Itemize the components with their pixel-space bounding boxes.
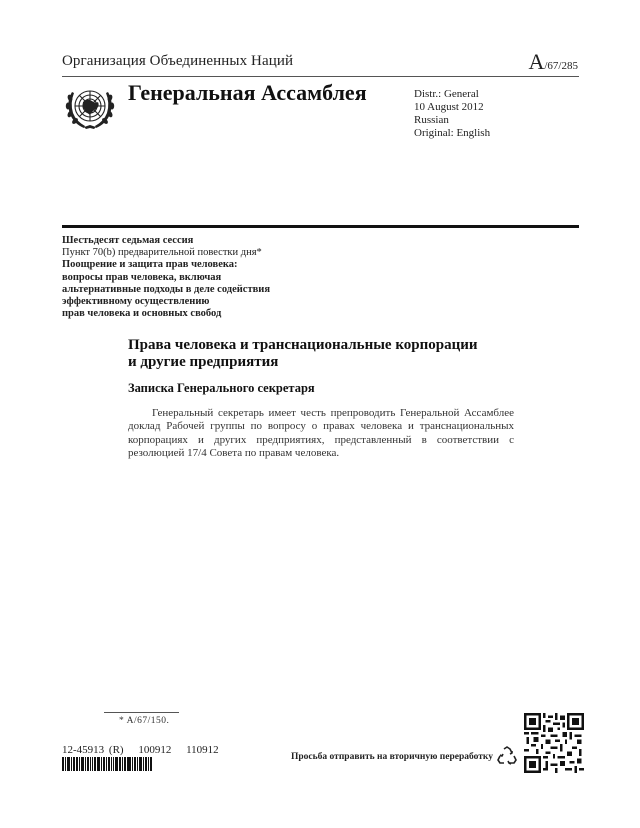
distr-label: Distr.: General [414,88,479,100]
job-number: 12-45913 (R) [62,744,124,756]
document-symbol [528,49,578,75]
distr-original: Original: English [414,127,491,139]
title-line: Права человека и транснациональные корпорации [128,337,478,353]
recycle-notice: Просьба отправить на вторичную переработку [291,752,493,762]
qr-code-icon [524,713,584,773]
section-rule [62,225,579,228]
footnote-rule [104,712,179,713]
distr-language: Russian [414,114,449,126]
topic-line: вопросы прав человека, включая [62,271,222,283]
body-paragraph: Генеральный секретарь имеет честь препроводить Генеральной Ассамблее доклад Рабочей группы по вопросу о правах человека и транснациональных корпорациях и других предприятиях, представленный в соответствии с резолюцией 17/4 Совета по правам человека. [128,407,514,459]
topic-line: прав человека и основных свобод [62,308,222,320]
session-block [62,235,270,320]
date-1: 100912 [138,744,172,756]
symbol-suffix: /67/285 [544,60,578,72]
topic-line: Поощрение и защита прав человека: [62,259,238,271]
topic-line: альтернативные подходы в деле содействия [62,283,271,295]
topic-line: эффективному осуществлению [62,296,210,308]
distribution-block [414,88,490,140]
header-rule [62,76,579,77]
symbol-prefix: A [528,49,545,74]
document-title [128,337,478,371]
recycle-icon [496,745,518,767]
date-2: 110912 [186,744,219,756]
session-name: Шестьдесят седьмая сессия [62,235,194,246]
un-emblem-icon [62,80,118,134]
body-name: Генеральная Ассамблея [128,80,367,105]
organization-name: Организация Объединенных Наций [62,53,294,69]
document-subtitle: Записка Генерального секретаря [128,381,315,395]
footnote: * A/67/150. [119,716,170,726]
title-line: и другие предприятия [128,354,279,370]
barcode-icon [62,757,172,771]
distr-date: 10 August 2012 [414,101,484,113]
job-number-line [62,744,229,756]
agenda-item: Пункт 70(b) предварительной повестки дня* [62,247,262,259]
